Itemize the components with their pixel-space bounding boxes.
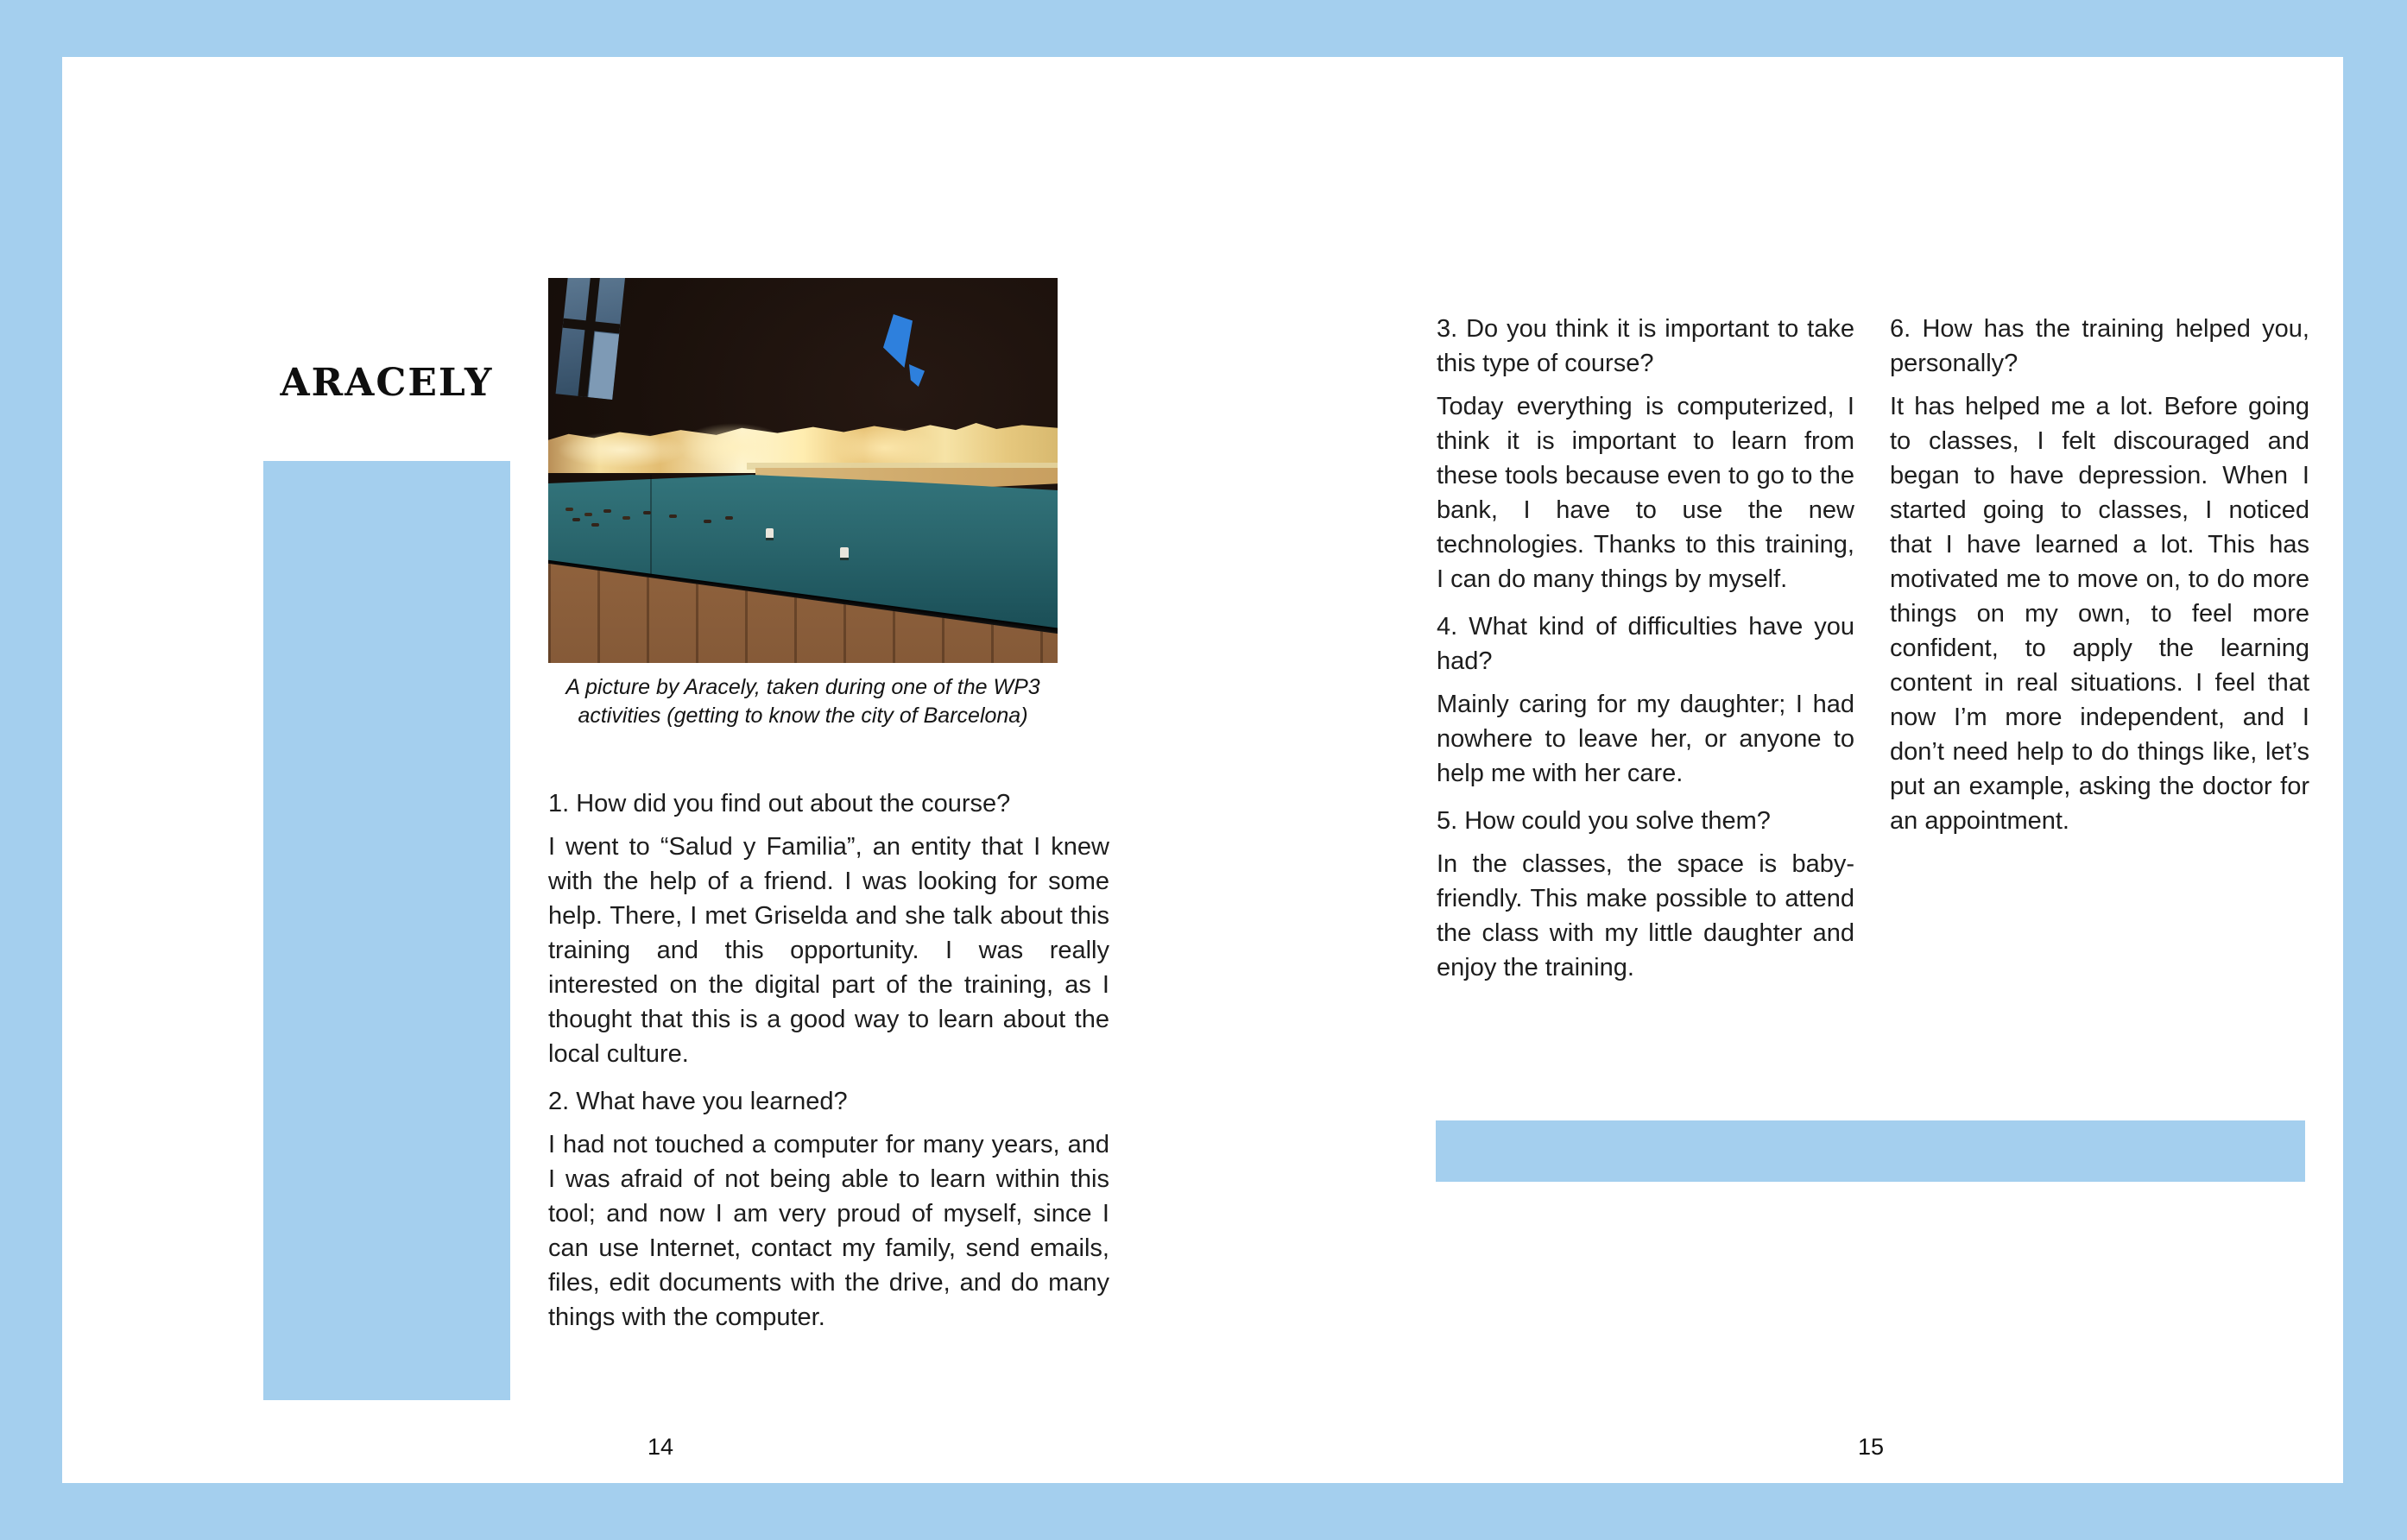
answer-4: Mainly caring for my daughter; I had nowhere to leave her, or anyone to help me with her care. xyxy=(1437,691,1854,787)
answer-5: In the classes, the space is baby-friendly. This make possible to attend the class with my little daughter and enjoy the training. xyxy=(1437,850,1854,981)
question-4: 4. What kind of difficulties have you had? xyxy=(1437,613,1854,675)
question-1: 1. How did you find out about the course? xyxy=(548,790,1011,817)
white-page-spread xyxy=(62,57,2343,1483)
answer-3: Today everything is computerized, I think it is important to learn from these tools because even to go to the bank, I have to use the new technologies. Thanks to this training, I can do many things by myself. xyxy=(1437,393,1854,593)
photo-city-glow xyxy=(557,432,686,468)
photo-barcelona-diorama xyxy=(548,278,1058,663)
photo-caption xyxy=(548,673,1058,730)
photo-caption-line: activities (getting to know the city of Barcelona) xyxy=(578,704,1028,728)
page-title: ARACELY xyxy=(280,361,494,405)
question-3: 3. Do you think it is important to take this type of course? xyxy=(1437,315,1854,377)
decorative-blue-bar xyxy=(1436,1120,2305,1182)
photo-sailing-ship xyxy=(766,528,774,540)
question-5: 5. How could you solve them? xyxy=(1437,807,1771,835)
photo-sailing-ship xyxy=(840,547,849,560)
photo-caption-line: A picture by Aracely, taken during one of the WP3 xyxy=(565,675,1040,699)
photo-window-reflection xyxy=(556,278,626,400)
right-page-column-1 xyxy=(1437,312,1854,998)
answer-2: I had not touched a computer for many years, and I was afraid of not being able to learn within this tool; and now I am very proud of myself, since I can use Internet, contact my family, send emails, files, edit documents with the drive, and do many things with the computer. xyxy=(548,1131,1109,1331)
answer-1: I went to “Salud y Familia”, an entity that I knew with the help of a friend. I was looking for some help. There, I met Griselda and she talk about this training and this opportunity. I was really interested on the digital part of the training, as I thought that this is a good way to learn about the local culture. xyxy=(548,833,1109,1068)
answer-6: It has helped me a lot. Before going to classes, I felt discouraged and began to have depression. When I started going to classes, I noticed that I have learned a lot. This has motivated me to move on, to do more things on my own, to feel more confident, to apply the learning content in real situations. I feel that now I’m more independent, and I don’t need help to do things like, let’s put an example, asking the doctor for an appointment. xyxy=(1890,393,2309,835)
question-6: 6. How has the training helped you, personally? xyxy=(1890,315,2309,377)
page-number-15: 15 xyxy=(1857,1434,1885,1460)
right-page-column-2 xyxy=(1890,312,2309,851)
photo-blue-reflection-patch xyxy=(883,314,913,368)
page-number-14: 14 xyxy=(647,1434,674,1460)
photo-small-boats xyxy=(565,508,573,511)
decorative-blue-rectangle xyxy=(263,461,510,1400)
left-page-text-column xyxy=(548,786,1109,1348)
question-2: 2. What have you learned? xyxy=(548,1088,848,1115)
photo-blue-reflection-patch-small xyxy=(909,364,925,387)
